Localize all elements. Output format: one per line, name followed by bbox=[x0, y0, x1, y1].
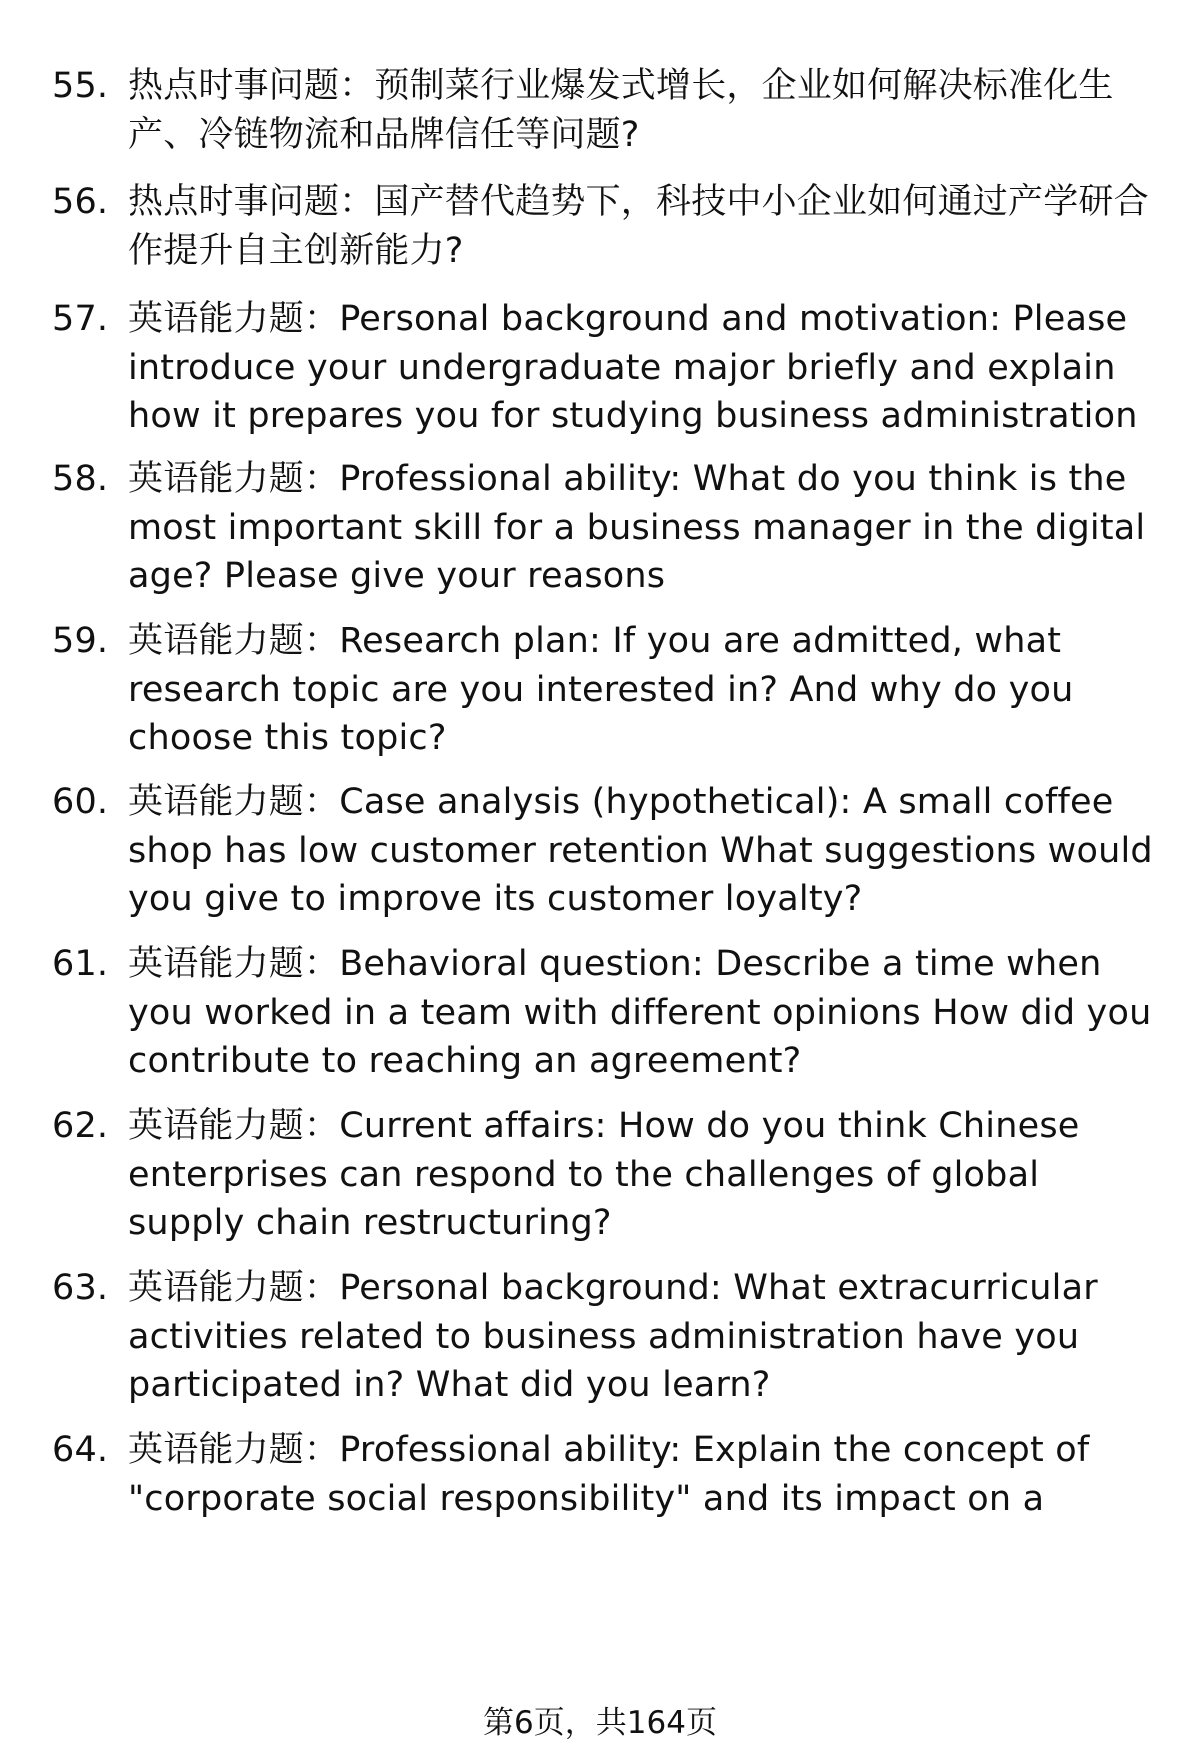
question-number: 61. bbox=[52, 944, 109, 984]
question-item-55 bbox=[52, 62, 1162, 159]
question-text: 英语能力题：Personal background: What extracurricular activities related to business administration have you participated in? What did you learn? bbox=[128, 1268, 1098, 1405]
question-number: 55. bbox=[52, 66, 109, 106]
question-text: 英语能力题：Professional ability: What do you think is the most important skill for a business manager in the digital age? Please give your reasons bbox=[128, 459, 1146, 596]
question-text: 热点时事问题：预制菜行业爆发式增长，企业如何解决标准化生产、冷链物流和品牌信任等问题? bbox=[128, 66, 1114, 155]
question-number: 58. bbox=[52, 459, 109, 499]
question-text: 英语能力题：Case analysis (hypothetical): A small coffee shop has low customer retention What suggestions would you give to improve its customer loyalty? bbox=[128, 782, 1153, 919]
question-item-64 bbox=[52, 1426, 1162, 1523]
question-number: 57. bbox=[52, 299, 109, 339]
question-item-61 bbox=[52, 940, 1162, 1086]
question-number: 62. bbox=[52, 1106, 109, 1146]
question-item-62 bbox=[52, 1102, 1162, 1248]
question-text: 英语能力题：Current affairs: How do you think Chinese enterprises can respond to the challenges of global supply chain restructuring? bbox=[128, 1106, 1080, 1243]
question-number: 60. bbox=[52, 782, 109, 822]
question-item-58 bbox=[52, 455, 1162, 601]
question-item-57 bbox=[52, 295, 1162, 441]
question-item-59 bbox=[52, 617, 1162, 763]
question-text: 英语能力题：Professional ability: Explain the concept of "corporate social responsibility" and its impact on a bbox=[128, 1430, 1090, 1519]
question-item-63 bbox=[52, 1264, 1162, 1410]
question-text: 英语能力题：Behavioral question: Describe a time when you worked in a team with different opinions How did you contribute to reaching an agreement? bbox=[128, 944, 1152, 1081]
question-text: 英语能力题：Research plan: If you are admitted, what research topic are you interested in? And why do you choose this topic? bbox=[128, 621, 1074, 758]
question-text: 热点时事问题：国产替代趋势下，科技中小企业如何通过产学研合作提升自主创新能力? bbox=[128, 182, 1149, 271]
question-text: 英语能力题：Personal background and motivation: Please introduce your undergraduate major briefly and explain how it prepares you for studying business administration bbox=[128, 299, 1138, 436]
question-number: 56. bbox=[52, 182, 109, 222]
question-number: 64. bbox=[52, 1430, 109, 1470]
question-item-60 bbox=[52, 778, 1162, 924]
question-number: 59. bbox=[52, 621, 109, 661]
page-footer: 第6页，共164页 bbox=[483, 1705, 717, 1741]
question-item-56 bbox=[52, 178, 1162, 275]
question-number: 63. bbox=[52, 1268, 109, 1308]
